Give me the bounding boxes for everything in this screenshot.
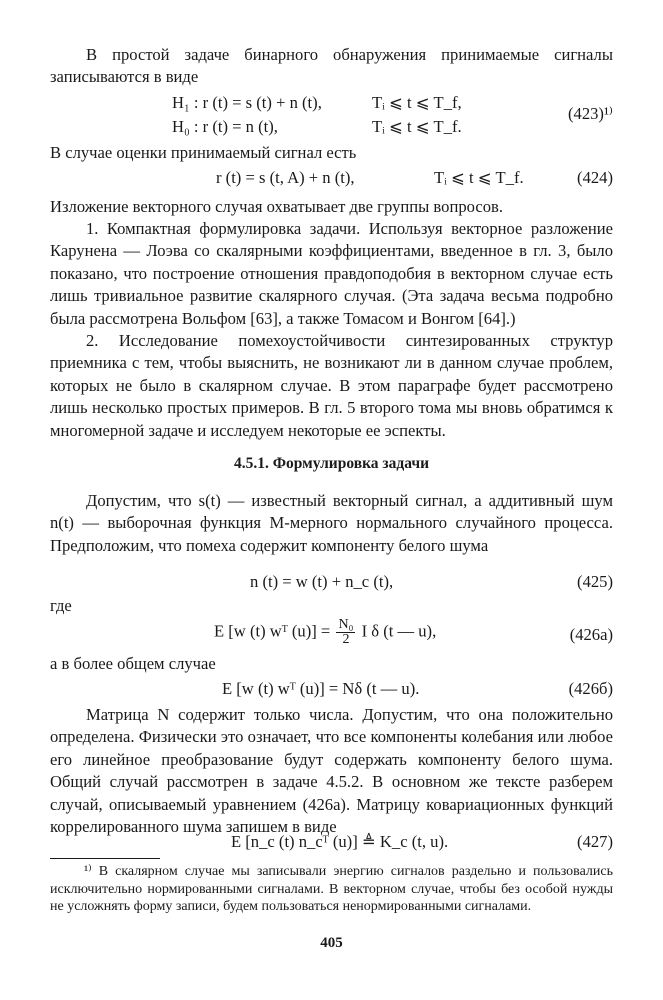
equation-number-425: (425)	[577, 572, 613, 591]
equation-426a-lhs: E [w (t) wᵀ (u)] =	[214, 621, 331, 641]
paragraph-item-2: 2. Исследование помехоустойчивости синтезированных структур приемника с тем, чтобы выяснить, не возникают ли в данном случае проблем, которых не было в скалярном случае. В этом параграфе будет рассмотрено лишь несколько простых примеров. В гл. 5 второго тома мы вновь обратимся к многомерной задаче и исследуем некоторые ее эспекты.	[50, 331, 613, 440]
paragraph-intro: В простой задаче бинарного обнаружения принимаемые сигналы записываются в виде	[50, 45, 613, 87]
word-where: где	[50, 596, 72, 615]
page-number: 405	[320, 935, 343, 951]
footnote-body	[50, 863, 613, 916]
paragraph-assumptions: Допустим, что s(t) — известный векторный сигнал, а аддитивный шум n(t) — выборочная функция M-мерного нормального случайного процесса. Предположим, что помеха содержит компоненту белого шума	[50, 491, 613, 555]
equation-424: r (t) = s (t, A) + n (t),	[216, 168, 355, 187]
section-heading: 4.5.1. Формулировка задачи	[233, 455, 430, 472]
equation-number-427: (427)	[577, 832, 613, 851]
paragraph-matrix: Матрица N содержит только числа. Допустим, что она положительно определена. Физически это означает, что все компоненты колебания или любое его линейное преобразование будут содержать компоненту белого шума. Общий случай рассмотрен в задаче 4.5.2. В основном же тексте разберем случай, описываемый уравнением (426а). Матрицу ковариационных функций коррелированного шума запишем в виде	[50, 705, 613, 837]
fraction-denominator: 2	[342, 632, 350, 647]
fraction-numerator: N₀	[338, 617, 354, 632]
footnote-marker: ¹⁾	[84, 864, 92, 879]
equation-423-h1	[172, 92, 322, 114]
footnote	[50, 863, 613, 916]
equation-426a-rhs: I δ (t — u),	[361, 621, 437, 641]
equation-426a	[214, 618, 436, 647]
equation-number-424: (424)	[577, 168, 613, 187]
equation-423-h0-expr: H₀ : r (t) = n (t),	[172, 117, 278, 136]
fraction-n0-over-2	[336, 618, 355, 647]
paragraph-general-case: а в более общем случае	[50, 654, 216, 673]
equation-423-h1-expr: H₁ : r (t) = s (t) + n (t),	[172, 93, 322, 112]
equation-423-h1-range: Tᵢ ⩽ t ⩽ T_f,	[372, 93, 462, 112]
equation-424-range: Tᵢ ⩽ t ⩽ T_f.	[434, 168, 524, 187]
equation-427: E [n_c (t) n_cᵀ (u)] ≜ K_c (t, u).	[231, 832, 449, 851]
equation-number-426b: (426б)	[568, 679, 613, 698]
equation-425: n (t) = w (t) + n_c (t),	[250, 572, 394, 591]
paragraph-estimation: В случае оценки принимаемый сигнал есть	[50, 143, 357, 162]
equation-423-h0-range: Tᵢ ⩽ t ⩽ T_f.	[372, 117, 462, 136]
paragraph-vector-case: Изложение векторного случая охватывает две группы вопросов.	[50, 197, 503, 216]
equation-423-h0	[172, 116, 278, 138]
equation-number-423: (423)¹⁾	[568, 104, 613, 123]
equation-number-426a: (426а)	[569, 625, 613, 644]
equation-426b: E [w (t) wᵀ (u)] = Nδ (t — u).	[222, 679, 420, 698]
footnote-text: В скалярном случае мы записывали энергию сигналов раздельно и пользовались исключительно нормированными сигналами. В векторном случае, чтобы без особой нужды не усложнять форму записи, будем пользоваться ненормированными сигналами.	[50, 864, 613, 915]
footnote-rule	[50, 858, 160, 859]
paragraph-item-1: 1. Компактная формулировка задачи. Используя векторное разложение Карунена — Лоэва со скалярными коэффициентами, введенное в гл. 3, было показано, что построение отношения правдоподобия в векторном случае есть лишь тривиальное развитие скалярного случая. (Эта задача весьма подробно была рассмотрена Вольфом [63], а также Томасом и Вонгом [64].)	[50, 219, 613, 328]
